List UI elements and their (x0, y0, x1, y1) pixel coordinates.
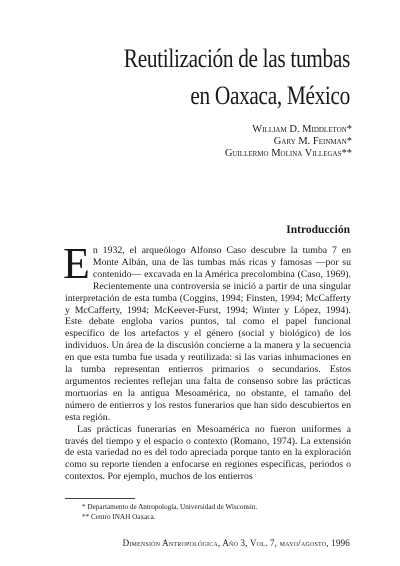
paragraph-2: Las prácticas funerarias en Mesoamérica no fueron uniformes a través del tiempo y el espacio o contexto (Romano, 1974). La extensión de esta variedad no es del todo apreciada porque tanto en la exploración como su reporte tienden a enfocarse en regiones específicas, periodos o contextos. Por ejemplo, muchos de los entierros (65, 423, 351, 483)
author-name: William D. Middleton* (252, 124, 352, 135)
author-name: Gary M. Feinman* (273, 136, 352, 147)
section-heading: Introducción (286, 224, 350, 236)
footnote-rule (65, 498, 135, 499)
paragraph-1-text: n 1932, el arqueólogo Alfonso Caso descubre la tumba 7 en Monte Albán, una de las tumbas más ricas y famosas —por su contenido— excavada en la América precolombina (Caso, 1969). Recientemente una controversia se inició a partir de una singular interpretación de esta tumba (Coggins, 1994; Finsten, 1994; McCafferty y McCafferty, 1994; McKeever-Furst, 1994; Winter y López, 1994). Este debate engloba varios puntos, tal como el papel funcional específico de los artefactos y el género (social y biológico) de los individuos. Un área de la discusión concierne a la manera y la secuencia en que esta tumba fue usada y reutilizada: si las varias inhumaciones en la tumba representan entierros primarios o secundarios. Estos argumentos recientes reflejan una falta de consenso sobre las prácticas mortuorias en la antigua Mesoamérica, no obstante, el tamaño del número de entierros y los restos funerarios que han sido descubiertos en esta región. (65, 245, 351, 423)
footnote: * Departamento de Antropología, Universidad de Wisconsin. (82, 503, 258, 511)
author-list (225, 124, 352, 160)
drop-cap: E (63, 239, 90, 288)
title-line-2: en Oaxaca, México (190, 81, 350, 110)
article-title (104, 40, 350, 114)
article-body (63, 239, 351, 483)
paragraph-1 (63, 239, 351, 424)
footnote: ** Centro INAH Oaxaca. (82, 513, 156, 521)
author-name: Guillermo Molina Villegas** (224, 148, 352, 159)
title-line-1: Reutilización de las tumbas (123, 44, 350, 73)
journal-footer: Dimensión Antropológica, Año 3, Vol. 7, mayo/agosto, 1996 (122, 538, 350, 548)
footnotes (82, 502, 257, 522)
